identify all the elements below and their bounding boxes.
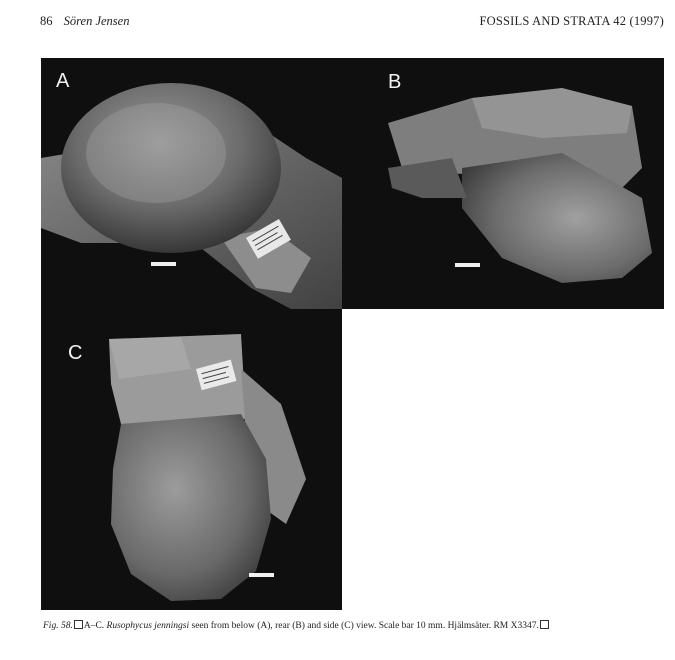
figure-panel-b [342,58,664,309]
fossil-photo-c [41,309,342,610]
box-glyph-end [540,620,549,629]
figure-panel-a [41,58,342,309]
box-glyph [74,620,83,629]
taxon-name: Rusophycus jenningsi [106,621,190,631]
journal-title: FOSSILS AND STRATA 42 (1997) [479,14,664,28]
panel-letter-a: A [56,70,70,92]
panel-range: A–C. [83,621,105,631]
scale-bar-b [455,263,480,267]
figure-caption [43,620,663,631]
page-header [40,14,664,32]
panel-letter-c: C [68,342,83,364]
fossil-photo-a [41,58,342,309]
figure-panel-c [41,309,342,610]
figure-label: Fig. 58. [43,621,73,631]
scale-bar-c [249,573,274,577]
fossil-photo-b [342,58,664,309]
scale-bar-a [151,262,176,266]
caption-text: seen from below (A), rear (B) and side (C) view. Scale bar 10 mm. Hjälmsäter. RM X3347. [189,621,539,631]
header-left [40,14,129,29]
page-number: 86 [40,14,53,28]
panel-letter-b: B [388,71,402,93]
author-name: Sören Jensen [63,14,130,28]
